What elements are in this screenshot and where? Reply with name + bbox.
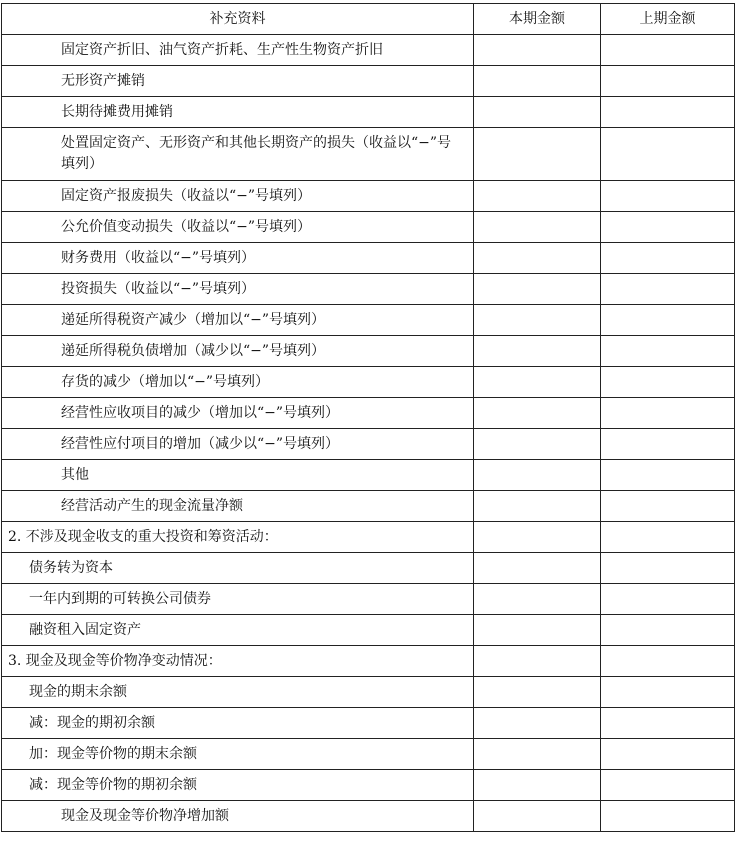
table-row [2, 460, 735, 491]
table-row [2, 128, 735, 181]
table-row [2, 66, 735, 97]
previous-amount-cell [601, 615, 735, 646]
row-label: 投资损失（收益以“−”号填列） [2, 274, 474, 305]
current-amount-cell [474, 35, 601, 66]
row-label: 处置固定资产、无形资产和其他长期资产的损失（收益以“−”号填列） [2, 128, 474, 181]
previous-amount-cell [601, 274, 735, 305]
previous-amount-cell [601, 128, 735, 181]
table-row [2, 35, 735, 66]
previous-amount-cell [601, 429, 735, 460]
row-label: 递延所得税资产减少（增加以“−”号填列） [2, 305, 474, 336]
row-label: 固定资产折旧、油气资产折耗、生产性生物资产折旧 [2, 35, 474, 66]
current-amount-cell [474, 770, 601, 801]
table-row [2, 243, 735, 274]
current-amount-cell [474, 646, 601, 677]
current-amount-cell [474, 460, 601, 491]
section-row [2, 646, 735, 677]
current-amount-cell [474, 677, 601, 708]
table-header-row [2, 4, 735, 35]
table-row [2, 770, 735, 801]
column-header-previous-amount: 上期金额 [601, 4, 735, 35]
table-row [2, 739, 735, 770]
previous-amount-cell [601, 66, 735, 97]
table-row [2, 429, 735, 460]
row-label: 其他 [2, 460, 474, 491]
previous-amount-cell [601, 367, 735, 398]
previous-amount-cell [601, 181, 735, 212]
current-amount-cell [474, 615, 601, 646]
current-amount-cell [474, 801, 601, 832]
current-amount-cell [474, 97, 601, 128]
section-heading: 2. 不涉及现金收支的重大投资和筹资活动： [2, 522, 474, 553]
row-label: 减：现金的期初余额 [2, 708, 474, 739]
row-label: 经营性应付项目的增加（减少以“−”号填列） [2, 429, 474, 460]
row-label: 减：现金等价物的期初余额 [2, 770, 474, 801]
current-amount-cell [474, 305, 601, 336]
previous-amount-cell [601, 398, 735, 429]
table-row [2, 212, 735, 243]
table-row [2, 336, 735, 367]
current-amount-cell [474, 212, 601, 243]
table-row [2, 708, 735, 739]
current-amount-cell [474, 584, 601, 615]
row-label: 财务费用（收益以“−”号填列） [2, 243, 474, 274]
table-row [2, 677, 735, 708]
row-label: 加：现金等价物的期末余额 [2, 739, 474, 770]
row-label: 融资租入固定资产 [2, 615, 474, 646]
column-header-current-amount: 本期金额 [474, 4, 601, 35]
current-amount-cell [474, 491, 601, 522]
previous-amount-cell [601, 491, 735, 522]
table-row [2, 615, 735, 646]
previous-amount-cell [601, 708, 735, 739]
previous-amount-cell [601, 305, 735, 336]
table-row [2, 584, 735, 615]
row-label: 固定资产报废损失（收益以“−”号填列） [2, 181, 474, 212]
current-amount-cell [474, 522, 601, 553]
current-amount-cell [474, 274, 601, 305]
previous-amount-cell [601, 336, 735, 367]
previous-amount-cell [601, 243, 735, 274]
table-row [2, 305, 735, 336]
table-row [2, 274, 735, 305]
previous-amount-cell [601, 553, 735, 584]
section-heading: 3. 现金及现金等价物净变动情况： [2, 646, 474, 677]
previous-amount-cell [601, 97, 735, 128]
supplementary-info-table [1, 3, 735, 832]
current-amount-cell [474, 429, 601, 460]
row-label: 公允价值变动损失（收益以“−”号填列） [2, 212, 474, 243]
current-amount-cell [474, 336, 601, 367]
previous-amount-cell [601, 770, 735, 801]
current-amount-cell [474, 243, 601, 274]
table-row [2, 367, 735, 398]
current-amount-cell [474, 128, 601, 181]
table-row [2, 398, 735, 429]
row-label: 递延所得税负债增加（减少以“−”号填列） [2, 336, 474, 367]
previous-amount-cell [601, 677, 735, 708]
row-label: 无形资产摊销 [2, 66, 474, 97]
row-label: 经营性应收项目的减少（增加以“−”号填列） [2, 398, 474, 429]
previous-amount-cell [601, 35, 735, 66]
row-label: 债务转为资本 [2, 553, 474, 584]
previous-amount-cell [601, 212, 735, 243]
current-amount-cell [474, 367, 601, 398]
previous-amount-cell [601, 801, 735, 832]
table-row [2, 181, 735, 212]
row-label: 存货的减少（增加以“−”号填列） [2, 367, 474, 398]
table-row [2, 491, 735, 522]
current-amount-cell [474, 739, 601, 770]
table-row [2, 97, 735, 128]
current-amount-cell [474, 553, 601, 584]
previous-amount-cell [601, 460, 735, 491]
row-label: 现金及现金等价物净增加额 [2, 801, 474, 832]
current-amount-cell [474, 708, 601, 739]
section-row [2, 522, 735, 553]
previous-amount-cell [601, 739, 735, 770]
row-label: 现金的期末余额 [2, 677, 474, 708]
column-header-item: 补充资料 [2, 4, 474, 35]
current-amount-cell [474, 398, 601, 429]
row-label: 长期待摊费用摊销 [2, 97, 474, 128]
row-label: 经营活动产生的现金流量净额 [2, 491, 474, 522]
table-row [2, 801, 735, 832]
previous-amount-cell [601, 522, 735, 553]
current-amount-cell [474, 181, 601, 212]
table-row [2, 553, 735, 584]
previous-amount-cell [601, 584, 735, 615]
previous-amount-cell [601, 646, 735, 677]
row-label: 一年内到期的可转换公司债券 [2, 584, 474, 615]
current-amount-cell [474, 66, 601, 97]
